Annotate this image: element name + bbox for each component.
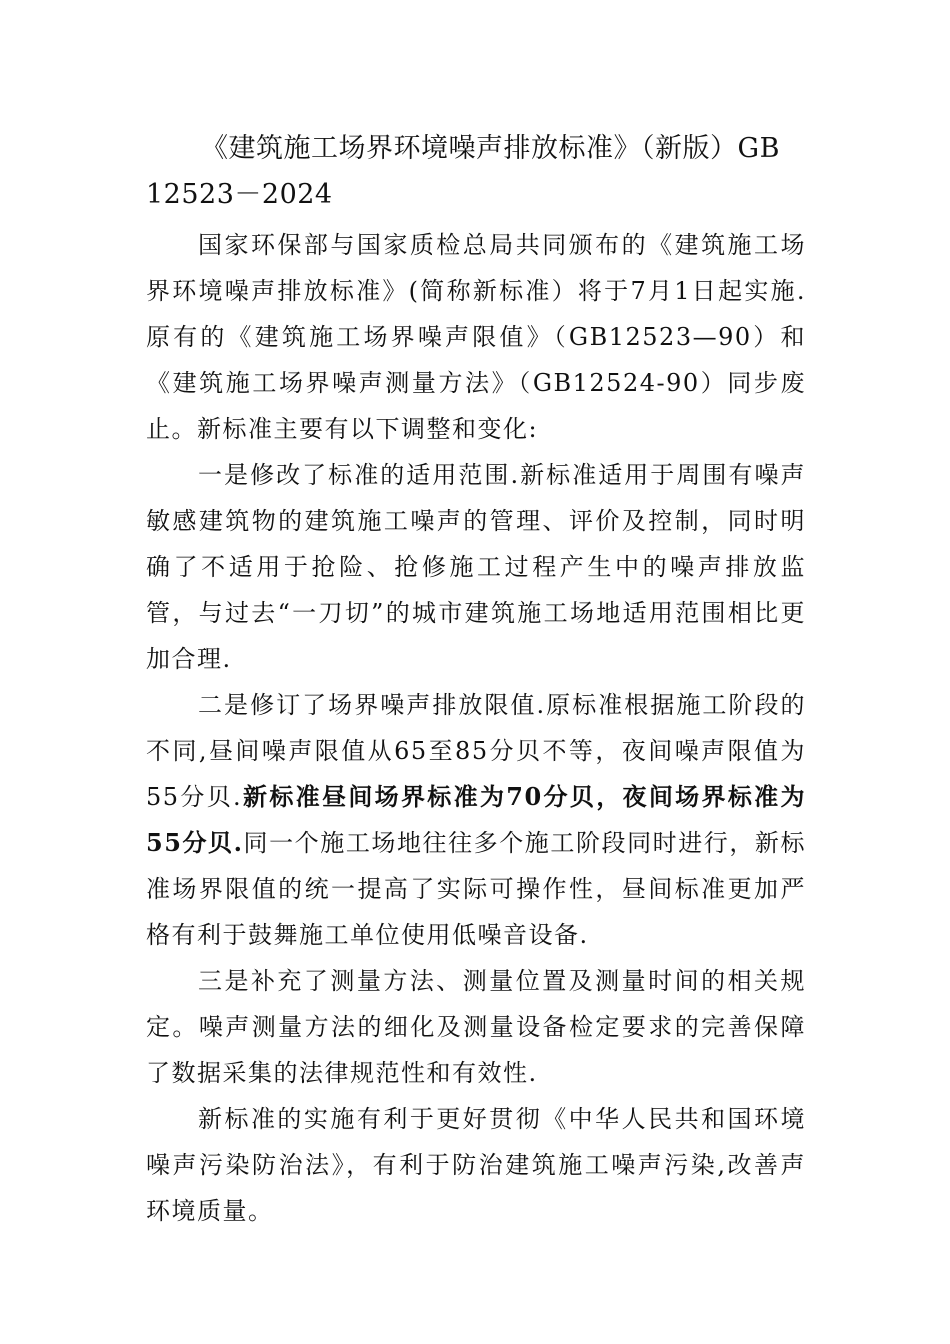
paragraph-limits-tail: 同一个施工场地往往多个施工阶段同时进行，新标准场界限值的统一提高了实际可操作性，昼间标准更加严格有利于鼓舞施工单位使用低噪音设备. <box>146 829 806 949</box>
paragraph-limits-highlight: 新标准昼间场界标准为70分贝，夜间场界标准为55分贝. <box>146 782 807 857</box>
document-title: 《建筑施工场界环境噪声排放标准》（新版）GB 12523－2024 <box>146 133 780 210</box>
paragraph-limits <box>146 682 806 958</box>
paragraph-conclusion: 新标准的实施有利于更好贯彻《中华人民共和国环境噪声污染防治法》，有利于防治建筑施工噪声污染,改善声环境质量。 <box>146 1105 806 1225</box>
paragraph-intro: 国家环保部与国家质检总局共同颁布的《建筑施工场界环境噪声排放标准》(简称新标准）将于7月1日起实施.原有的《建筑施工场界噪声限值》（GB12523—90）和《建筑施工场界噪声测量方法》（GB12524-90）同步废止。新标准主要有以下调整和变化: <box>146 231 806 443</box>
paragraph-measurement: 三是补充了测量方法、测量位置及测量时间的相关规定。噪声测量方法的细化及测量设备检定要求的完善保障了数据采集的法律规范性和有效性. <box>146 967 806 1087</box>
document-body <box>146 126 806 1234</box>
paragraph-scope: 一是修改了标准的适用范围.新标准适用于周围有噪声敏感建筑物的建筑施工噪声的管理、评价及控制，同时明确了不适用于抢险、抢修施工过程产生中的噪声排放监管，与过去“一刀切”的城市建筑施工场地适用范围相比更加合理. <box>146 461 806 673</box>
paragraph-limits-lead: 二是修订了场界噪声排放限值.原标准根据施工阶段的不同,昼间噪声限值从65至85分贝不等，夜间噪声限值为55分贝. <box>146 691 806 811</box>
